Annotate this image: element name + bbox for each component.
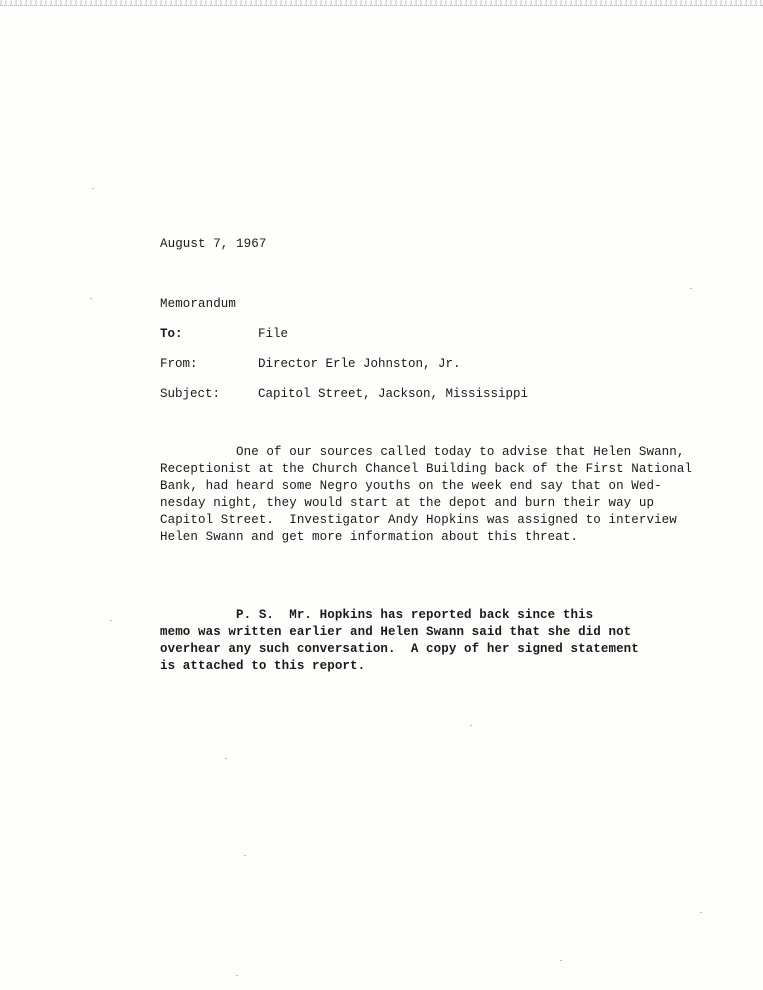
paragraph-line: memo was written earlier and Helen Swann said that she did not (160, 625, 632, 639)
scan-speck (470, 725, 472, 726)
paragraph-line: One of our sources called today to advise that Helen Swann, (160, 445, 685, 459)
to-value: File (258, 327, 289, 341)
paragraph-line: Receptionist at the Church Chancel Building back of the First National (160, 462, 693, 476)
scan-speck (225, 758, 227, 759)
memo-date: August 7, 1967 (160, 237, 267, 251)
memo-type: Memorandum (160, 297, 237, 311)
subject-label: Subject: (160, 387, 221, 401)
paragraph-line: nesday night, they would start at the depot and burn their way up (160, 496, 655, 510)
scan-speck (90, 298, 92, 299)
scan-speck (110, 620, 112, 621)
to-label: To: (160, 327, 183, 341)
paragraph-line: Bank, had heard some Negro youths on the week end say that on Wed- (160, 479, 662, 493)
paragraph-line: Helen Swann and get more information about this threat. (160, 530, 579, 544)
subject-value: Capitol Street, Jackson, Mississippi (258, 387, 529, 401)
scan-speck (92, 188, 94, 189)
paragraph-line: is attached to this report. (160, 659, 366, 673)
scan-speck (560, 960, 562, 961)
page-top-edge (0, 0, 763, 6)
scan-speck (236, 975, 238, 976)
scan-speck (690, 288, 692, 289)
paragraph-line: Capitol Street. Investigator Andy Hopkins was assigned to interview (160, 513, 677, 527)
scan-speck (700, 912, 702, 913)
paragraph-line: overhear any such conversation. A copy of her signed statement (160, 642, 639, 656)
paragraph-line: P. S. Mr. Hopkins has reported back since this (160, 608, 594, 622)
from-value: Director Erle Johnston, Jr. (258, 357, 461, 371)
scan-speck (244, 855, 246, 856)
from-label: From: (160, 357, 198, 371)
